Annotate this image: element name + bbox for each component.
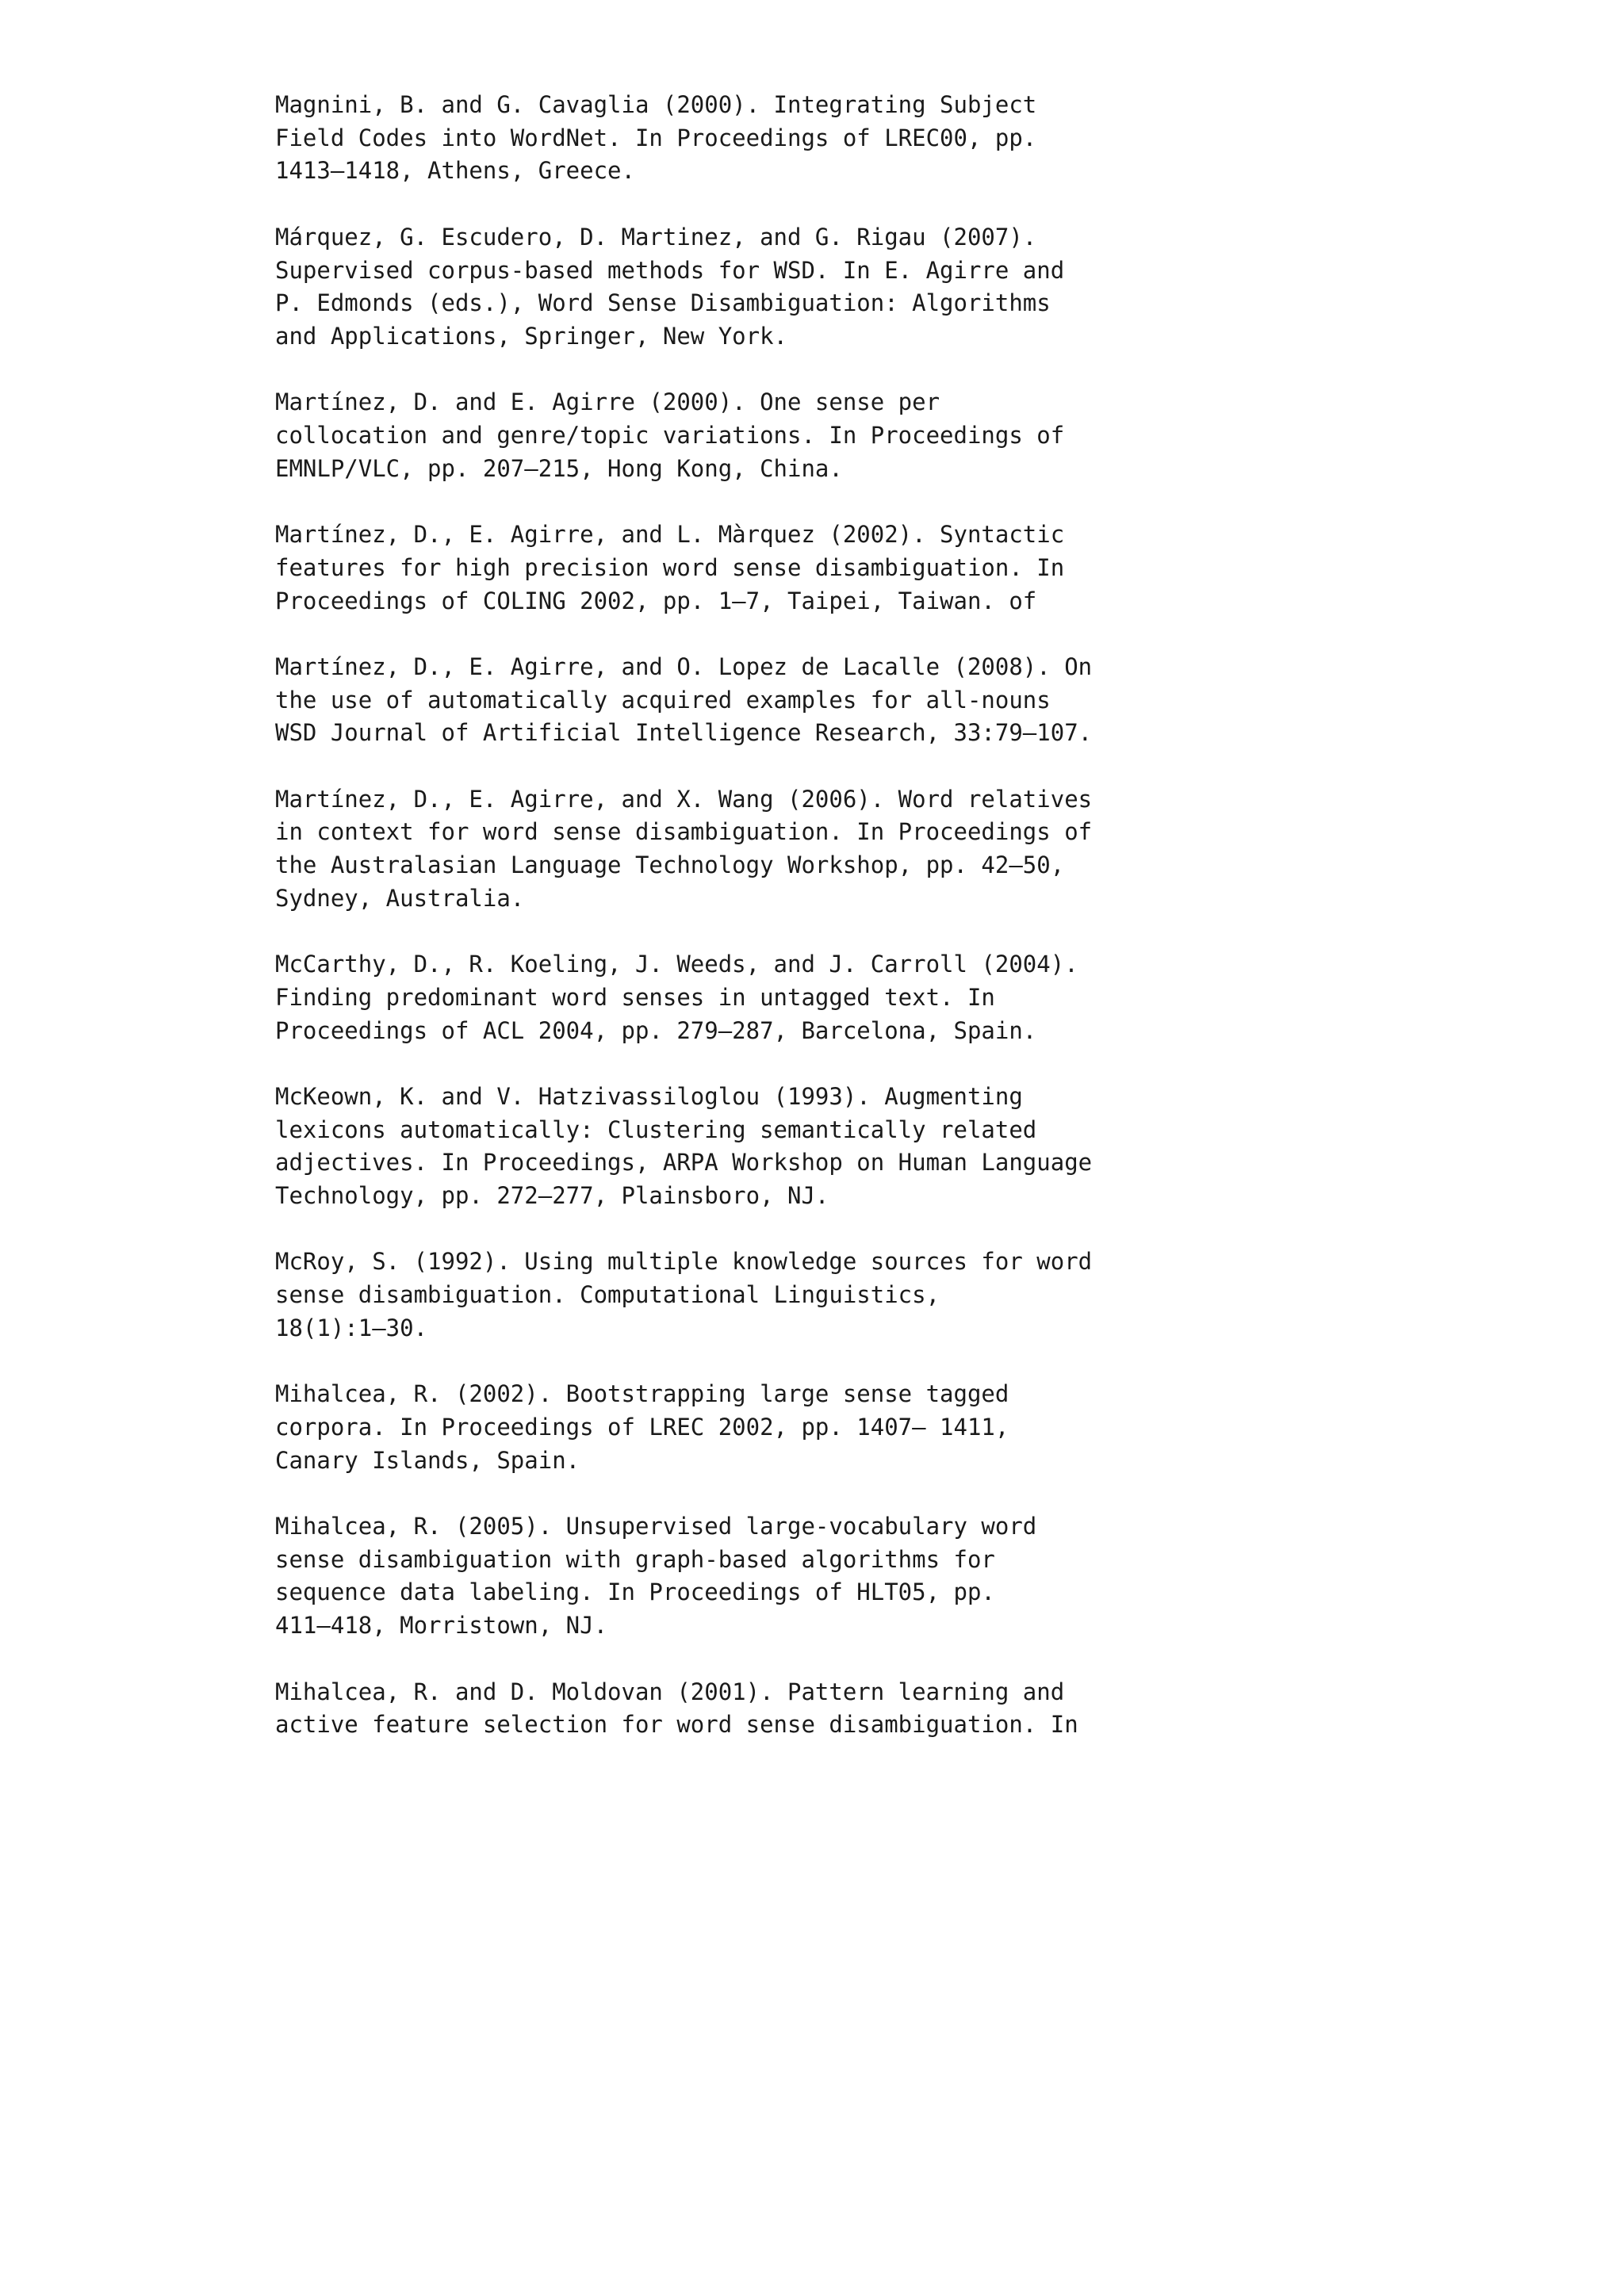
reference-line: sequence data labeling. In Proceedings of HLT05, pp.: [275, 1578, 995, 1606]
reference-list: [275, 89, 1449, 1775]
reference-line: and Applications, Springer, New York.: [275, 322, 788, 350]
reference-entry: [275, 651, 1449, 750]
reference-entry: [275, 386, 1449, 485]
reference-line: Martínez, D., E. Agirre, and L. Màrquez (2002). Syntactic: [275, 521, 1065, 549]
reference-line: sense disambiguation. Computational Linguistics,: [275, 1281, 940, 1309]
reference-line: Technology, pp. 272–277, Plainsboro, NJ.: [275, 1182, 829, 1210]
reference-line: corpora. In Proceedings of LREC 2002, pp. 1407– 1411,: [275, 1413, 1009, 1441]
reference-entry: [275, 948, 1449, 1047]
reference-line: Mihalcea, R. (2002). Bootstrapping large sense tagged: [275, 1380, 1009, 1408]
reference-line: Sydney, Australia.: [275, 884, 525, 912]
reference-entry: [275, 783, 1449, 916]
reference-line: Martínez, D., E. Agirre, and X. Wang (2006). Word relatives: [275, 785, 1093, 813]
reference-line: Martínez, D., E. Agirre, and O. Lopez de Lacalle (2008). On: [275, 652, 1093, 680]
reference-line: Proceedings of COLING 2002, pp. 1–7, Taipei, Taiwan. of: [275, 587, 1037, 614]
reference-line: Canary Islands, Spain.: [275, 1446, 580, 1474]
reference-line: McRoy, S. (1992). Using multiple knowledge sources for word: [275, 1248, 1093, 1276]
reference-line: the use of automatically acquired examples for all-nouns: [275, 686, 1051, 714]
reference-line: EMNLP/VLC, pp. 207–215, Hong Kong, China.: [275, 454, 843, 482]
reference-line: Martínez, D. and E. Agirre (2000). One sense per: [275, 388, 940, 416]
reference-line: adjectives. In Proceedings, ARPA Workshop on Human Language: [275, 1149, 1093, 1177]
reference-line: Finding predominant word senses in untagged text. In: [275, 983, 995, 1011]
reference-entry: [275, 1246, 1449, 1345]
reference-entry: [275, 89, 1449, 188]
reference-entry: [275, 519, 1449, 618]
reference-line: Márquez, G. Escudero, D. Martinez, and G. Rigau (2007).: [275, 223, 1037, 251]
reference-entry: [275, 1510, 1449, 1643]
reference-line: WSD Journal of Artificial Intelligence Research, 33:79–107.: [275, 719, 1093, 747]
reference-entry: [275, 1378, 1449, 1477]
reference-line: Proceedings of ACL 2004, pp. 279–287, Barcelona, Spain.: [275, 1016, 1037, 1044]
reference-line: 18(1):1–30.: [275, 1314, 428, 1341]
reference-line: McKeown, K. and V. Hatzivassiloglou (1993). Augmenting: [275, 1082, 1023, 1110]
reference-line: in context for word sense disambiguation. In Proceedings of: [275, 818, 1093, 846]
reference-line: 1413–1418, Athens, Greece.: [275, 157, 635, 185]
reference-line: 411–418, Morristown, NJ.: [275, 1612, 608, 1640]
reference-line: McCarthy, D., R. Koeling, J. Weeds, and J. Carroll (2004).: [275, 951, 1078, 978]
reference-line: the Australasian Language Technology Workshop, pp. 42–50,: [275, 851, 1065, 879]
reference-line: Magnini, B. and G. Cavaglia (2000). Integrating Subject: [275, 91, 1037, 118]
reference-entry: [275, 1081, 1449, 1213]
reference-line: Mihalcea, R. and D. Moldovan (2001). Pattern learning and: [275, 1678, 1065, 1705]
reference-entry: [275, 1676, 1449, 1742]
reference-line: Field Codes into WordNet. In Proceedings of LREC00, pp.: [275, 124, 1037, 151]
reference-line: P. Edmonds (eds.), Word Sense Disambiguation: Algorithms: [275, 289, 1051, 317]
reference-line: Mihalcea, R. (2005). Unsupervised large-vocabulary word: [275, 1513, 1037, 1540]
reference-line: collocation and genre/topic variations. In Proceedings of: [275, 422, 1065, 449]
reference-line: sense disambiguation with graph-based algorithms for: [275, 1545, 995, 1573]
reference-line: Supervised corpus-based methods for WSD. In E. Agirre and: [275, 256, 1065, 284]
reference-line: features for high precision word sense disambiguation. In: [275, 553, 1065, 581]
reference-entry: [275, 221, 1449, 354]
reference-line: lexicons automatically: Clustering semantically related: [275, 1115, 1037, 1143]
reference-line: active feature selection for word sense disambiguation. In: [275, 1711, 1078, 1739]
